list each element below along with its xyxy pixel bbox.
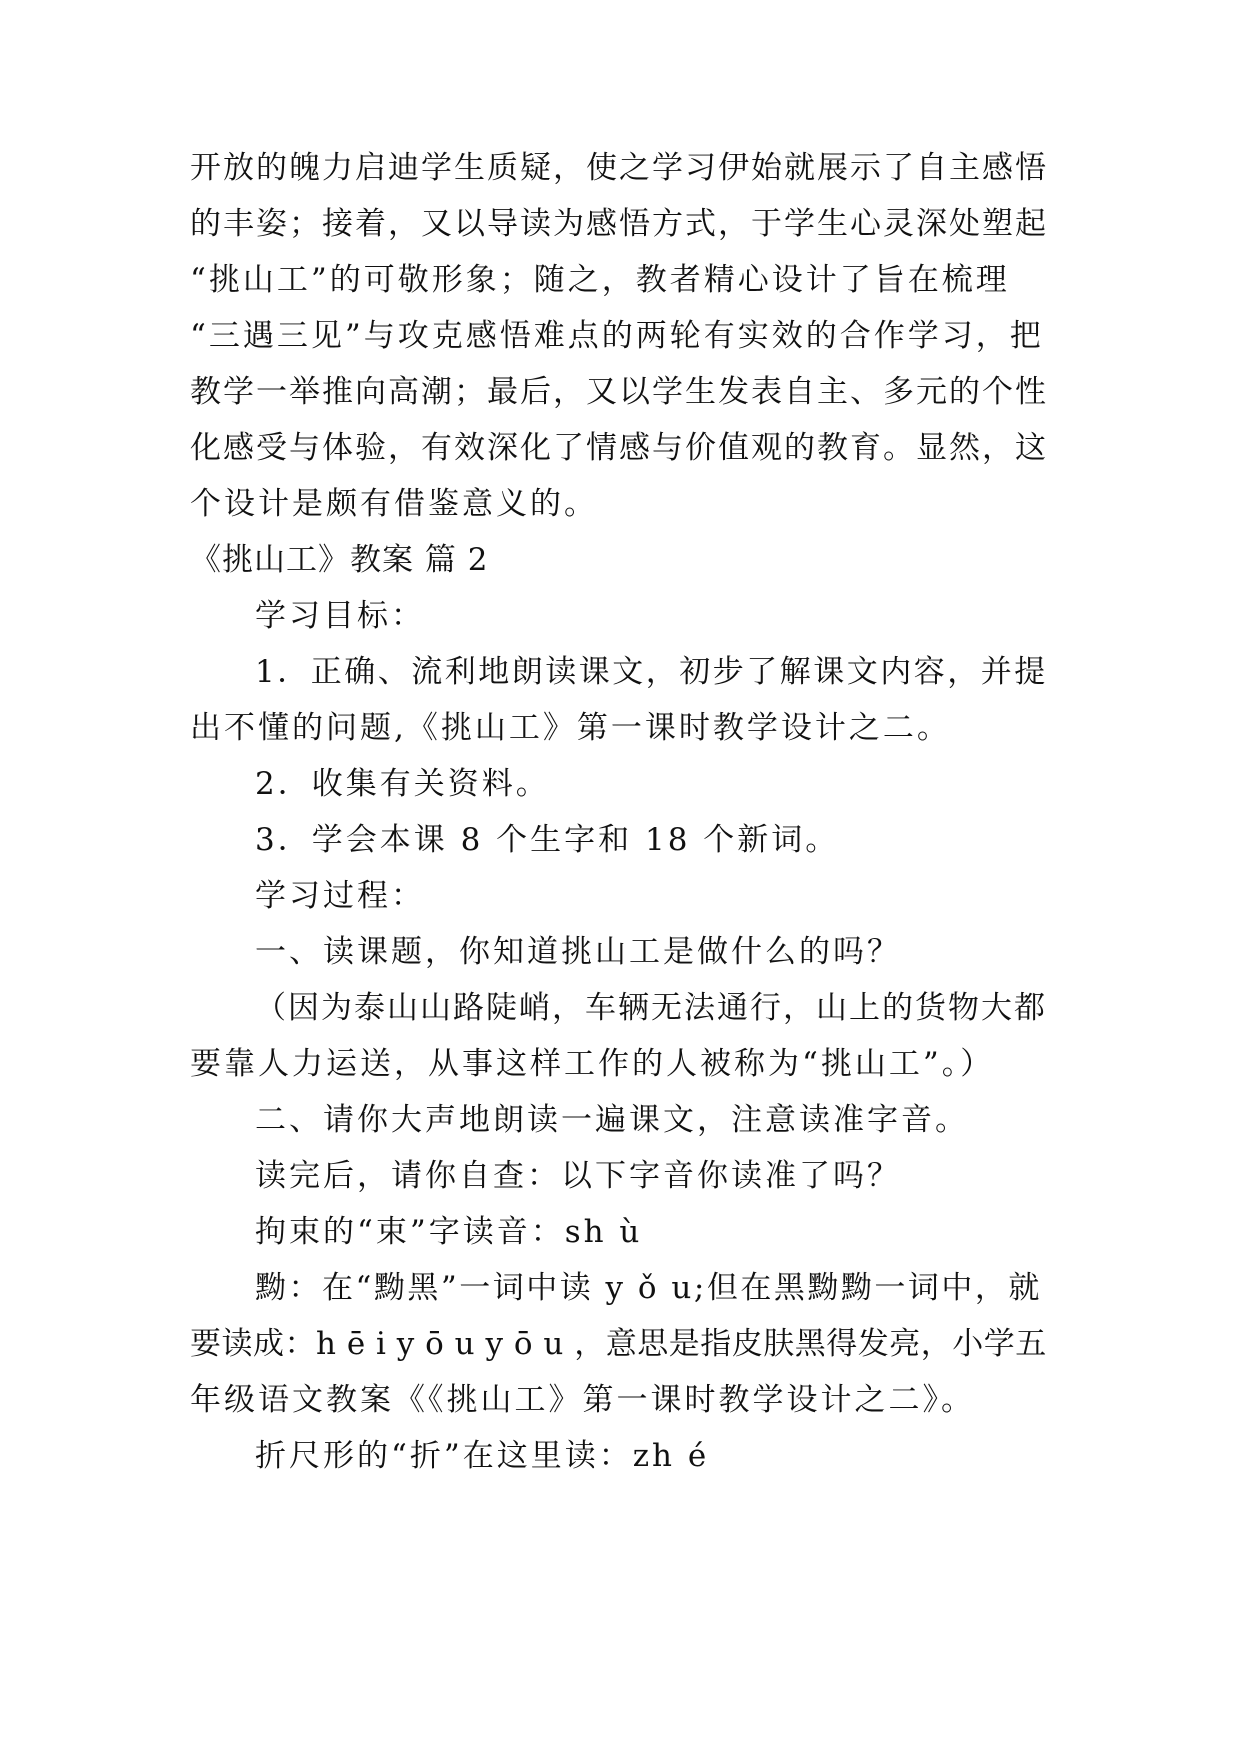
section-title: 《挑山工》教案 篇 2: [190, 542, 489, 578]
paragraph-line: “三遇三见”与攻克感悟难点的两轮有实效的合作学习，把: [190, 318, 1044, 354]
pronunciation-2-line-2: 要读成：h ē i y ō u y ō u ，意思是指皮肤黑得发亮，小学五: [190, 1326, 1047, 1362]
paragraph-line: “挑山工”的可敬形象；随之，教者精心设计了旨在梳理: [190, 262, 1010, 298]
step-1-note-line-2: 要靠人力运送，从事这样工作的人被称为“挑山工”。）: [190, 1046, 995, 1082]
paragraph-line: 化感受与体验，有效深化了情感与价值观的教育。显然，这: [190, 430, 1048, 466]
goal-1-line-1: 1．正确、流利地朗读课文，初步了解课文内容，并提: [255, 654, 1048, 690]
paragraph-line: 教学一举推向高潮；最后，又以学生发表自主、多元的个性: [190, 374, 1048, 410]
paragraph-line: 的丰姿；接着，又以导读为感悟方式，于学生心灵深处塑起: [190, 206, 1048, 242]
goal-3: 3．学会本课 8 个生字和 18 个新词。: [255, 822, 840, 858]
pronunciation-2-line-3: 年级语文教案《《挑山工》第一课时教学设计之二》。: [190, 1382, 975, 1418]
step-2: 二、请你大声地朗读一遍课文，注意读准字音。: [255, 1102, 969, 1138]
goals-heading: 学习目标：: [255, 598, 425, 634]
step-1: 一、读课题，你知道挑山工是做什么的吗？: [255, 934, 901, 970]
paragraph-line: 个设计是颇有借鉴意义的。: [190, 486, 598, 522]
pronunciation-3: 折尺形的“折”在这里读：zh é: [255, 1438, 710, 1474]
step-1-note-line-1: （因为泰山山路陡峭，车辆无法通行，山上的货物大都: [255, 990, 1047, 1026]
goal-2: 2．收集有关资料。: [255, 766, 550, 802]
self-check: 读完后，请你自查：以下字音你读准了吗？: [255, 1158, 901, 1194]
pronunciation-1: 拘束的“束”字读音：sh ù: [255, 1214, 643, 1250]
paragraph-line: 开放的魄力启迪学生质疑，使之学习伊始就展示了自主感悟: [190, 150, 1048, 186]
goal-1-line-2: 出不懂的问题,《挑山工》第一课时教学设计之二。: [190, 710, 951, 746]
process-heading: 学习过程：: [255, 878, 425, 914]
pronunciation-2-line-1: 黝：在“黝黑”一词中读 y ǒ u;但在黑黝黝一词中，就: [255, 1270, 1042, 1306]
